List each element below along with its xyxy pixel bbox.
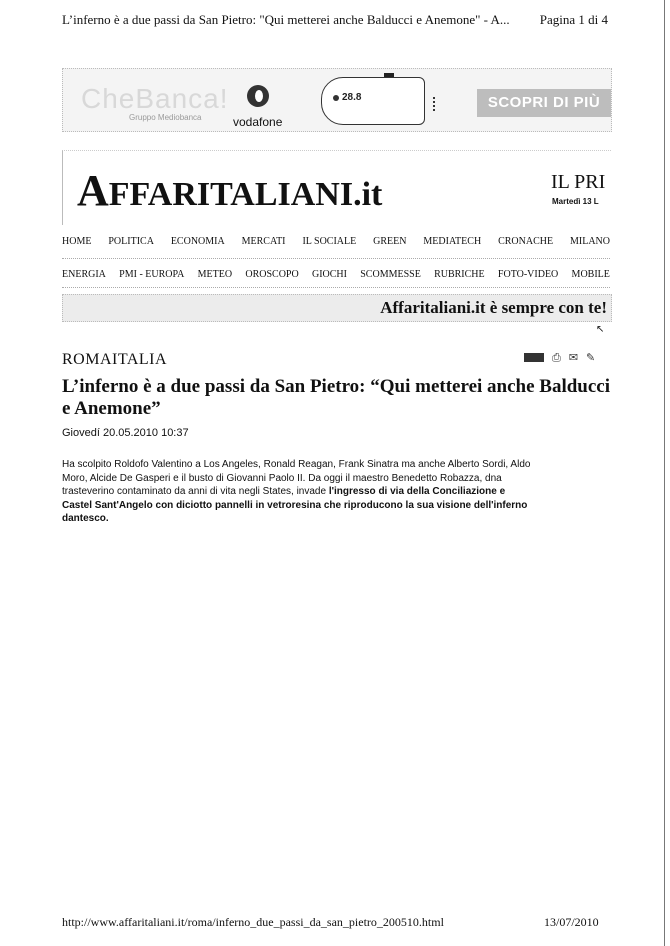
promo-text: Affaritaliani.it è sempre con te! [380, 298, 607, 317]
scopri-button[interactable]: SCOPRI DI PIÙ [477, 89, 611, 117]
body-line: Castel Sant'Angelo con diciotto pannelli in vetroresina che riproducono la sua visione dell'inferno [62, 499, 528, 511]
nav-item-mediatech[interactable]: MEDIATECH [423, 236, 482, 247]
footer-url: http://www.affaritaliani.it/roma/inferno_due_passi_da_san_pietro_200510.html [62, 915, 444, 929]
secondary-nav [62, 269, 610, 280]
body-text-plain: trasteverino contaminato da anni di vita negli States, invade [62, 486, 329, 497]
footer-date: 13/07/2010 [544, 915, 599, 929]
usb-key-speed: 28.8 [342, 92, 362, 103]
article-tools [524, 352, 595, 363]
usb-key-cap [384, 73, 394, 77]
nav-item-scommesse[interactable]: SCOMMESSE [360, 269, 421, 280]
body-line: Ha scolpito Roldofo Valentino a Los Angeles, Ronald Reagan, Frank Sinatra ma anche Alberto Sordi, Aldo [62, 459, 531, 470]
nav-item-cronache[interactable]: CRONACHE [498, 236, 554, 247]
masthead-date: Martedì 13 L [552, 197, 599, 206]
nav-item-meteo[interactable]: METEO [197, 269, 233, 280]
masthead-right-title: IL PRI [551, 171, 606, 193]
print-page-number: Pagina 1 di 4 [539, 12, 608, 27]
section-label[interactable]: ROMAITALIA [62, 351, 168, 368]
nav-divider [62, 258, 610, 259]
print-header-title: L’inferno è a due passi da San Pietro: "Qui metterei anche Balducci e Anemone" - A... [62, 12, 510, 27]
nav-item-home[interactable]: HOME [62, 236, 92, 247]
article-title: L’inferno è a due passi da San Pietro: “Qui metterei anche Balducci e Anemone” [62, 376, 611, 419]
promo-strip[interactable] [62, 294, 612, 322]
nav-item-mercati[interactable]: MERCATI [241, 236, 286, 247]
usb-key-icon [321, 77, 425, 125]
cursor-icon: ↖ [596, 324, 605, 335]
ad-banner[interactable] [62, 68, 612, 132]
nav-item-economia[interactable]: ECONOMIA [170, 236, 225, 247]
body-line: Moro, Alcide De Gasperi e il busto di Giovanni Paolo II. Da oggi il maestro Benedetto Robazza, dna [62, 472, 502, 484]
nav-item-mobile[interactable]: MOBILE [571, 269, 610, 280]
body-line: dantesco. [62, 513, 109, 524]
vodafone-logo-icon [247, 85, 269, 107]
nav-item-energia[interactable]: ENERGIA [62, 269, 106, 280]
print-icon[interactable]: ⎙ [552, 351, 561, 364]
site-logo[interactable] [77, 165, 382, 216]
comment-icon[interactable]: ✎ [586, 351, 596, 364]
nav-item-politica[interactable]: POLITICA [108, 236, 154, 247]
nav-item-foto-video[interactable]: FOTO-VIDEO [497, 269, 559, 280]
nav-divider [62, 287, 610, 288]
chebanca-logo: CheBanca! [81, 83, 229, 114]
article-body [62, 458, 610, 524]
chebanca-group-label: Gruppo Mediobanca [129, 113, 202, 122]
nav-item-giochi[interactable]: GIOCHI [311, 269, 347, 280]
print-header [62, 12, 622, 28]
body-line [62, 485, 610, 499]
logo-rest: FFARITALIANI.it [108, 176, 383, 213]
vodafone-label: vodafone [233, 115, 283, 129]
page-edge-line [664, 0, 665, 946]
nav-item-milano[interactable]: MILANO [570, 236, 610, 247]
nav-item-pmi-europa[interactable]: PMI - EUROPA [119, 269, 185, 280]
nav-item-oroscopo[interactable]: OROSCOPO [245, 269, 299, 280]
article-date: Giovedí 20.05.2010 10:37 [62, 427, 189, 439]
body-text-bold: l'ingresso di via della Conciliazione e [328, 486, 506, 497]
primary-nav [62, 236, 610, 247]
logo-initial: A [77, 166, 109, 215]
nav-item-green[interactable]: GREEN [373, 236, 407, 247]
masthead [62, 150, 611, 225]
usb-connector-icon [433, 97, 441, 111]
nav-item-il-sociale[interactable]: IL SOCIALE [302, 236, 357, 247]
rss-icon[interactable] [524, 353, 544, 362]
usb-key-light [333, 95, 339, 101]
email-icon[interactable]: ✉ [568, 351, 579, 364]
nav-item-rubriche[interactable]: RUBRICHE [434, 269, 485, 280]
